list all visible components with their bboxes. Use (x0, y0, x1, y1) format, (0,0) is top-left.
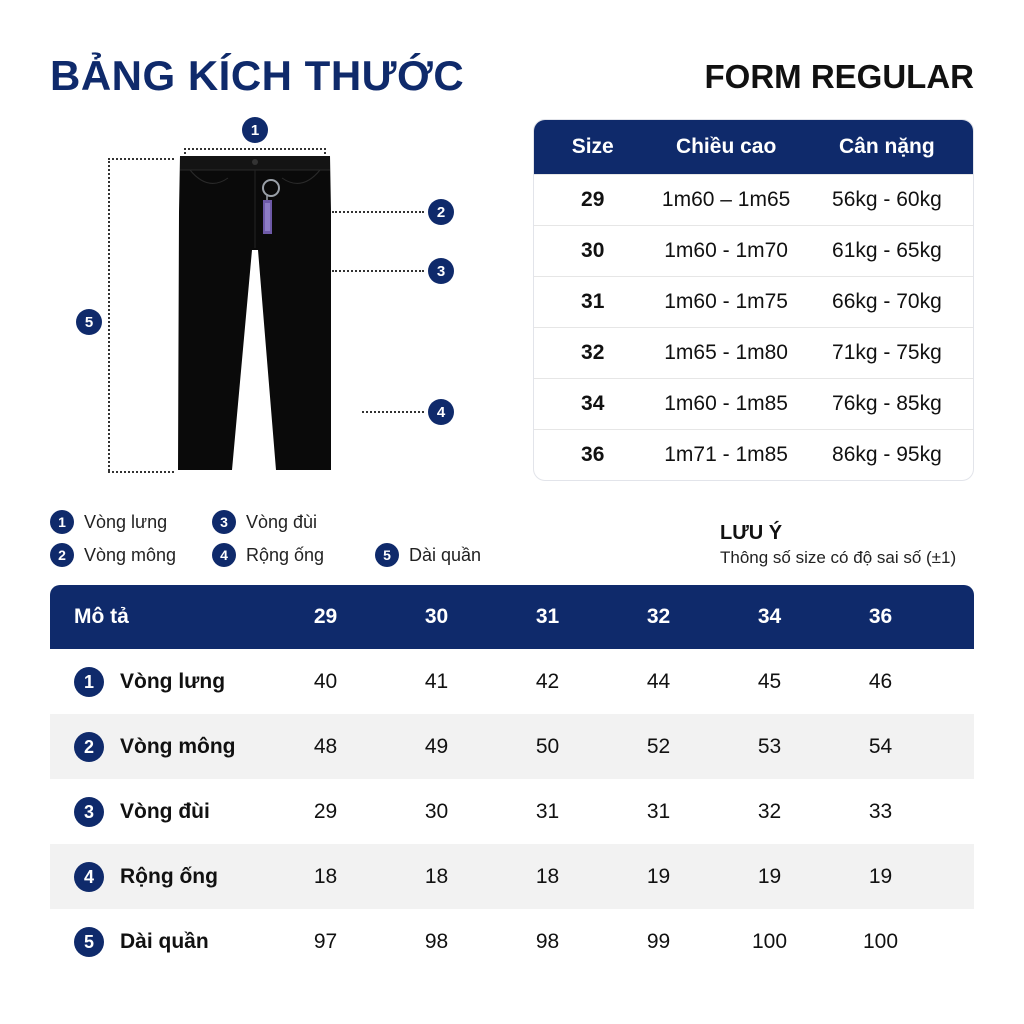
value-cell: 54 (868, 734, 893, 758)
value-cell: 19 (646, 864, 671, 888)
row-label: Vòng lưng (120, 669, 226, 693)
legend-label: Dài quần (409, 544, 482, 565)
legend-badge: 1 (50, 510, 74, 534)
thigh-guide-line (332, 270, 424, 272)
row-label: Rộng ống (120, 864, 218, 888)
value-cell: 31 (646, 799, 671, 823)
table-row (534, 378, 973, 429)
value-cell: 44 (646, 669, 671, 693)
table-row (50, 779, 974, 844)
legend-badge: 2 (50, 543, 74, 567)
size-cell: 34 (581, 392, 605, 415)
value-cell: 98 (535, 929, 560, 953)
value-cell: 100 (862, 929, 899, 953)
marker-3: 3 (428, 258, 454, 284)
size-guide-col-weight: Cân nặng (839, 135, 935, 158)
hem-guide-line (362, 411, 424, 413)
weight-cell: 86kg - 95kg (832, 443, 942, 466)
legend-badge: 5 (375, 543, 399, 567)
weight-cell: 56kg - 60kg (832, 188, 942, 211)
header-size-36: 36 (868, 605, 893, 628)
row-description (50, 797, 270, 827)
legend-label: Rộng ống (246, 544, 325, 565)
value-cell: 41 (424, 669, 449, 693)
height-cell: 1m71 - 1m85 (664, 443, 788, 466)
table-row (534, 225, 973, 276)
row-badge: 1 (74, 667, 104, 697)
value-cell: 19 (757, 864, 782, 888)
form-label: FORM REGULAR (704, 58, 974, 95)
size-cell: 31 (581, 290, 605, 313)
weight-cell: 71kg - 75kg (832, 341, 942, 364)
value-cell: 30 (424, 799, 449, 823)
header-size-31: 31 (535, 605, 560, 628)
weight-cell: 76kg - 85kg (832, 392, 942, 415)
marker-5: 5 (76, 309, 102, 335)
value-cell: 33 (868, 799, 893, 823)
size-cell: 32 (581, 341, 605, 364)
height-cell: 1m60 – 1m65 (661, 188, 791, 211)
value-cell: 18 (313, 864, 338, 888)
legend-item-waist (50, 510, 167, 534)
value-cell: 18 (535, 864, 560, 888)
table-row (50, 909, 974, 974)
value-cell: 97 (313, 929, 338, 953)
value-cell: 32 (757, 799, 782, 823)
header-description: Mô tả (74, 605, 129, 628)
row-description (50, 667, 270, 697)
value-cell: 48 (313, 734, 338, 758)
legend-badge: 3 (212, 510, 236, 534)
row-description (50, 732, 270, 762)
hip-guide-line (332, 211, 424, 213)
value-cell: 40 (313, 669, 338, 693)
value-cell: 99 (646, 929, 671, 953)
value-cell: 29 (313, 799, 338, 823)
row-badge: 2 (74, 732, 104, 762)
size-guide-col-height: Chiều cao (675, 135, 777, 158)
legend-item-hem (212, 543, 324, 567)
row-badge: 3 (74, 797, 104, 827)
height-cell: 1m60 - 1m85 (664, 392, 788, 415)
table-row (534, 327, 973, 378)
header-size-32: 32 (646, 605, 671, 628)
value-cell: 42 (535, 669, 560, 693)
note-text: Thông số size có độ sai số (±1) (720, 548, 957, 567)
row-label: Dài quần (120, 929, 209, 953)
value-cell: 53 (757, 734, 782, 758)
header-size-34: 34 (757, 605, 782, 628)
row-label: Vòng đùi (120, 799, 210, 823)
value-cell: 98 (424, 929, 449, 953)
legend-label: Vòng lưng (84, 511, 168, 532)
height-cell: 1m60 - 1m70 (664, 239, 788, 262)
waist-guide-line (184, 148, 326, 150)
page-title: BẢNG KÍCH THƯỚC (50, 52, 465, 99)
legend-label: Vòng mông (84, 544, 177, 565)
height-cell: 1m60 - 1m75 (664, 290, 788, 313)
height-cell: 1m65 - 1m80 (664, 341, 788, 364)
table-row (50, 844, 974, 909)
legend-item-length (375, 543, 481, 567)
size-cell: 30 (581, 239, 605, 262)
marker-1: 1 (242, 117, 268, 143)
value-cell: 45 (757, 669, 782, 693)
measurement-header (50, 585, 974, 649)
measurement-table (50, 585, 974, 974)
jeans-diagram (60, 112, 480, 492)
table-row (50, 649, 974, 714)
jeans-image (170, 152, 340, 474)
note-title: LƯU Ý (720, 522, 783, 544)
weight-cell: 61kg - 65kg (832, 239, 942, 262)
table-row (50, 714, 974, 779)
table-row (534, 429, 973, 480)
legend-label: Vòng đùi (246, 511, 318, 532)
size-guide-col-size: Size (571, 135, 614, 158)
header-size-30: 30 (424, 605, 449, 628)
table-row (534, 276, 973, 327)
legend-item-thigh (212, 510, 317, 534)
weight-cell: 66kg - 70kg (832, 290, 942, 313)
marker-2: 2 (428, 199, 454, 225)
value-cell: 52 (646, 734, 671, 758)
size-cell: 29 (581, 188, 605, 211)
value-cell: 49 (424, 734, 449, 758)
value-cell: 46 (868, 669, 893, 693)
length-guide-bottom (108, 471, 174, 473)
marker-4: 4 (428, 399, 454, 425)
legend-badge: 4 (212, 543, 236, 567)
size-guide-table (533, 119, 974, 481)
length-guide-line (108, 158, 110, 471)
value-cell: 100 (751, 929, 788, 953)
size-guide-header (534, 120, 973, 174)
row-description (50, 862, 270, 892)
value-cell: 18 (424, 864, 449, 888)
row-badge: 4 (74, 862, 104, 892)
row-badge: 5 (74, 927, 104, 957)
length-guide-top (108, 158, 174, 160)
value-cell: 50 (535, 734, 560, 758)
legend-item-hip (50, 543, 176, 567)
row-description (50, 927, 270, 957)
value-cell: 19 (868, 864, 893, 888)
table-row (534, 174, 973, 225)
value-cell: 31 (535, 799, 560, 823)
size-cell: 36 (581, 443, 605, 466)
row-label: Vòng mông (120, 734, 236, 758)
header-size-29: 29 (313, 605, 338, 628)
